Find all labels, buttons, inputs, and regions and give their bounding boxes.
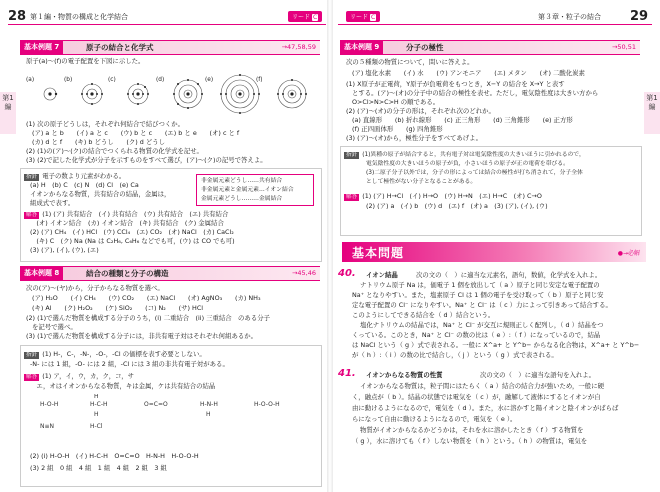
q41-line-0: イオンからなる物質は，粒子間にはたらく（ a ）結合の結合力が強いため，一般に硬 xyxy=(360,382,604,390)
q40-line-3: このようにしてできる結合を（ d ）結合という。 xyxy=(352,311,495,319)
q41-number: 41. xyxy=(338,368,356,379)
example7-answer-line-0: 解答 (1) (ア) 共有結合 (イ) 共有結合 (ウ) 共有結合 (エ) 共有結合 xyxy=(26,210,229,218)
example7-ref: →47,58,59 xyxy=(281,43,316,51)
example8-ref: →45,46 xyxy=(291,269,316,277)
atom-label-f: (f) xyxy=(256,77,263,83)
example8-hint-line-1: -N- には 1 組，-O- には 2 組，-Cl には 3 組の非共有電子対がある。 xyxy=(30,360,229,368)
right-side-tab: 第1編 xyxy=(644,92,660,134)
right-page-number: 29 xyxy=(630,9,649,24)
keybox-line-0: 非金属元素どうし……共有結合 xyxy=(201,178,283,184)
q40-line-6: は NaCl という（ g ）式で表される。一般に X^a+ と Y^b− からなる化合物は，X^a+ と Y^b− xyxy=(352,341,640,349)
example7-label: 基本例題 7 xyxy=(20,41,63,54)
example9-answer-line-0: 解答 (1) (ア) H→Cl (イ) H→O (ウ) H→N (エ) H→C (オ) C→O xyxy=(346,192,542,200)
svg-text:H: H xyxy=(206,411,211,418)
q41-line-2: 由に動けるようになるので，電気を（ d ）。また，水に溶かすと陽イオンと陰イオンがばらば xyxy=(352,404,619,412)
left-running-head: 第１編・物質の構成と化学結合 xyxy=(30,13,128,21)
example8-intro: 次の(ア)〜(ヤ)から，分子からなる物質を選べ。 xyxy=(26,284,164,292)
example8-q2b: を記号で選べ。 xyxy=(32,323,77,331)
left-page-number: 28 xyxy=(8,9,27,24)
example9-hint-line-0: 指針 (1)異種の原子が結合すると，共有電子対は電気陰性度の大きいほうに引かれるので， xyxy=(346,152,585,158)
q41-line-4: 物質がイオンからなるかどうかは，それを水に溶かしたとき（ f ）する物質を xyxy=(360,426,584,434)
example7-title: 原子の結合と化学式 xyxy=(86,43,154,52)
example7-answer-line-4: (3) (ア), (イ), (ウ), (エ) xyxy=(30,246,99,254)
example7-q2: (2) (1)の(ア)〜(ク)の結合でつくられる物質の化学式を記せ。 xyxy=(26,147,203,155)
example7-answer-tag: 解答 xyxy=(26,212,38,218)
right-running-head: 第３章・粒子の結合 xyxy=(538,13,601,21)
q40-line-2: 定な電子配置の Cl⁻ になりやすい。Na⁺ と Cl⁻ は（ c ）力によって引きあって結合する。 xyxy=(352,301,612,309)
atom-label-e: (e) xyxy=(205,77,214,83)
keybox-line-2: 金属元素どうし………金属結合 xyxy=(201,196,283,202)
svg-text:H: H xyxy=(94,394,99,400)
example9-ref: →50,51 xyxy=(611,43,636,51)
right-header-rule xyxy=(338,24,652,25)
atom-label-d: (d) xyxy=(156,77,165,83)
example7-hint-line-3: 組成式で表す。 xyxy=(30,199,75,207)
left-side-tab: 第1編 xyxy=(0,92,16,134)
left-header xyxy=(0,0,330,30)
example7-hint-line-2: イオンからなる物質，共有結合の結晶，金属は， xyxy=(30,190,171,198)
left-lead-badge: リード C xyxy=(288,11,322,22)
right-page xyxy=(330,0,660,492)
example7-intro: 原子(a)〜(f)の電子配置を下図に示した。 xyxy=(26,57,145,65)
right-header xyxy=(330,0,660,30)
q40-line-1: Na⁺ となりやすい。また，塩素原子 Cl は 1 個の電子を受け取って（ b ）原子と同じ安 xyxy=(352,291,604,299)
example9-answer-tag: 解答 xyxy=(346,194,358,200)
example9-choices: (ア) 塩化水素 (イ) 水 (ウ) アンモニア (エ) メタン (オ) 二酸化炭素 xyxy=(352,69,585,77)
example8-answer-tag: 解答 xyxy=(26,374,38,380)
q41-title: イオンからなる物質の性質 xyxy=(366,371,443,379)
example8-answer-line-0: 解答 (1) ア，イ，ウ，カ，ク，コ，サ xyxy=(26,372,134,380)
example9-q1b: とする。(ア)〜(オ)の分子中の結合の極性を表せ。ただし，電気陰性度は大きい方から xyxy=(352,89,599,97)
atom-label-c: (c) xyxy=(108,77,116,83)
example8-q3: (3) (1)で選んだ物質を構成する分子には，非共有電子対はそれぞれ何組あるか。 xyxy=(26,332,258,340)
example8-title: 結合の種類と分子の構造 xyxy=(86,269,169,278)
example9-shapes: (a) 直線形 (b) 折れ線形 (c) 正三角形 (d) 三角錐形 (e) 正方形 xyxy=(352,116,573,124)
svg-text:H-O-H: H-O-H xyxy=(40,401,59,408)
example9-hint-tag: 指針 xyxy=(346,152,358,158)
example9-intro: 次の５種類の物質について，問いに答えよ。 xyxy=(346,58,474,66)
example9-header xyxy=(340,40,640,55)
q41-line-5: （ g ），水に溶けても（ f ）しない物質を（ h ）という。（ h ）の物質は，電気を xyxy=(352,437,588,445)
svg-text:O=C=O: O=C=O xyxy=(144,401,168,408)
structural-formulas xyxy=(40,394,310,450)
example9-hint-line-3: として極性がない分子となることがある。 xyxy=(366,179,477,185)
example8-header xyxy=(20,266,320,281)
example8-answer-line-3: (3) 2 組 0 組 4 組 1 組 4 組 2 組 3 組 xyxy=(30,464,167,472)
example8-row2: (キ) Al (ク) H₂O₂ (ケ) SiO₂ (コ) N₂ (サ) HCl xyxy=(32,304,204,312)
example9-title: 分子の極性 xyxy=(406,43,444,52)
example9-shapes2: (f) 正四面体形 (g) 四角錐形 xyxy=(352,125,443,133)
svg-text:N≡N: N≡N xyxy=(40,423,55,430)
example7-q1-choices: (ア) a と b (イ) a と c (ウ) b と c (エ) b と e (オ) c と f xyxy=(32,129,240,137)
example9-q3: (3) (ア)〜(オ)から，極性分子をすべてあげよ。 xyxy=(346,134,482,142)
example7-q3: (3) (2)で記した化学式が分子を示すものをすべて選び，(ア)〜(ク)の記号で答えよ。 xyxy=(26,156,267,164)
example7-header xyxy=(20,40,320,55)
example9-hint-line-1: 電気陰性度の大きいほうの原子が負，小さいほうの原子が正の電荷を帯びる。 xyxy=(366,161,569,167)
example9-q1a: (1) X原子が正電荷，Y原子が負電荷をもつとき，X−Y の結合を X→Y と表す xyxy=(346,80,565,88)
q40-line-5: くっている。このとき，Na⁺ と Cl⁻ の数の比は（ e ）:（ f ）になっているので，結晶 xyxy=(352,331,601,339)
example8-label: 基本例題 8 xyxy=(20,267,63,280)
example7-hint-line-1: (a) H (b) C (c) N (d) Cl (e) Ca xyxy=(30,181,139,189)
example7-answer-line-1: (オ) イオン結合 (カ) イオン結合 (キ) 共有結合 (ク) 金属結合 xyxy=(30,219,224,227)
keybox-line-1: 非金属元素と金属元素…イオン結合 xyxy=(201,187,294,193)
example7-hint-tag: 指針 xyxy=(26,174,38,180)
q40-number: 40. xyxy=(338,268,356,279)
q41-instruction: 次の文の（ ）に適当な語句を入れよ。 xyxy=(480,371,596,379)
q40-line-0: ナトリウム原子 Na は，価電子 1 個を放出して（ a ）原子と同じ安定な電子配置の xyxy=(360,281,600,289)
svg-text:H-C-H: H-C-H xyxy=(90,401,108,408)
svg-text:H-Cl: H-Cl xyxy=(90,423,103,430)
atom-label-a: (a) xyxy=(26,77,35,83)
left-header-rule xyxy=(8,24,326,25)
example8-hint-tag: 指針 xyxy=(26,352,38,358)
q40-title: イオン結晶 xyxy=(366,271,398,279)
svg-text:H-O-O-H: H-O-O-H xyxy=(254,401,280,408)
example9-answer-line-1: (2) (ア) a (イ) b (ウ) d (エ) f (オ) a (3) (ア), (イ), (ウ) xyxy=(366,202,548,210)
example8-hint-line-0: 指針 (1) H-，C-，-N-，-O-，-Cl の価標を表す必要としない。 xyxy=(26,350,206,358)
example9-label: 基本例題 9 xyxy=(340,41,383,54)
example7-answer-line-2: (2) (ア) CH₄ (イ) HCl (ウ) CCl₄ (エ) CO₂ (オ) NaCl (カ) CaCl₂ xyxy=(30,228,234,236)
example9-q1c: O>Cl>N>C>H の順である。 xyxy=(352,98,440,106)
q40-line-4: 塩化ナトリウムの結晶では，Na⁺ と Cl⁻ が交互に規則正しく配列し，（ d ）結晶をつ xyxy=(360,321,604,329)
example9-hint-line-2: (3)二原子分子以外では，分子の形によっては結合の極性が打ち消されて，分子全体 xyxy=(366,170,583,176)
q41-line-3: らになって自由に動けるようになるので，電気を（ e ）。 xyxy=(352,415,517,423)
example7-q1: (1) 次の原子どうしは，それぞれ何結合で結びつくか。 xyxy=(26,120,185,128)
atom-label-b: (b) xyxy=(64,77,73,83)
right-lead-badge: リード C xyxy=(346,11,380,22)
example8-row1: (ア) H₂O (イ) CH₄ (ウ) CO₂ (エ) NaCl (オ) AgNO₃ (カ) NH₃ xyxy=(32,294,261,302)
example7-answer-line-3: (キ) C (ク) Na (Na は C₂H₆, C₆H₆ などでも可，(ウ) は CO でも可) xyxy=(30,237,235,245)
basic-problems-title: 基本問題 xyxy=(352,246,405,260)
q40-line-7: が（ h ）:（ i ）の数の比で結合し，（ j ）という（ g ）式で表される。 xyxy=(352,351,558,359)
basic-problems-banner xyxy=(342,242,646,262)
must-solve-legend: ●→必解 xyxy=(617,250,640,257)
example7-q1-choices2: (カ) d と f (キ) b どうし (ク) d どうし xyxy=(32,138,166,146)
bond-type-keybox xyxy=(196,174,314,206)
svg-text:H-N-H: H-N-H xyxy=(200,401,218,408)
q40-instruction: 次の文の（ ）に適当な元素名，語句，数値，化学式を入れよ。 xyxy=(416,271,602,279)
example9-q2: (2) (ア)〜(オ)の分子の形は，それぞれ次のどれか。 xyxy=(346,107,495,115)
atom-electron-diagram xyxy=(20,70,320,118)
example8-answer-line-1: エ，オはイオンからなる物質，キは金属，ケは共有結合の結晶 xyxy=(30,382,216,390)
example8-answer-line-2: (2) (i) H-O-H (イ) H-C-H O=C=O H-N-H H-O-O-H xyxy=(30,452,199,460)
svg-text:H: H xyxy=(94,411,99,418)
example7-hint-line-0: 指針 電子の数より元素がわかる。 xyxy=(26,172,126,180)
example8-q2a: (2) (1)で選んだ物質を構成する分子のうち，(i) 二重結合 (ii) 三重結合 のある分子 xyxy=(26,314,270,322)
q41-line-1: く，融点が（ b ）。結晶の状態では電気を（ c ）が，融解して液体にするとイオンが自 xyxy=(352,393,601,401)
